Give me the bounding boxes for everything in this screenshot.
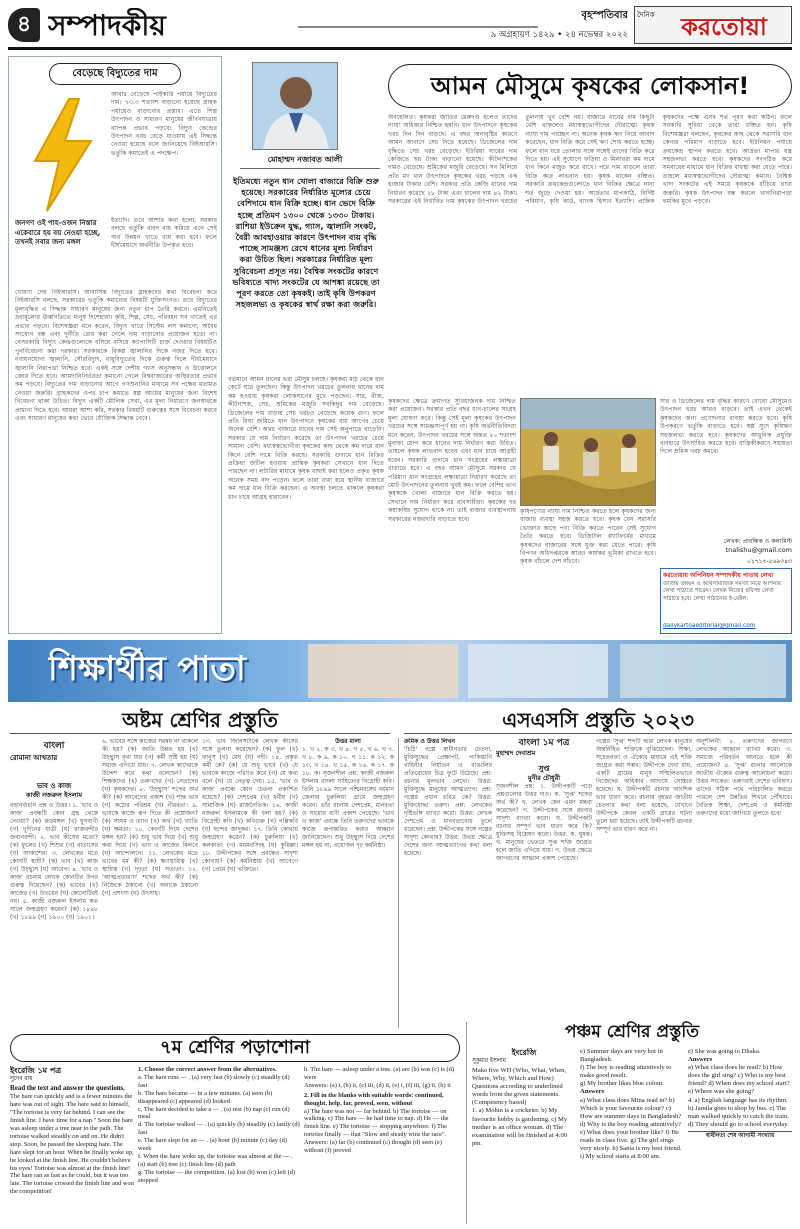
notice-body: জাতীয় উন্নয়ন ও আর্থসামাজিক সমস্যা নিয়ে আপনার লেখা পাঠাতে পারেন। লেখক নিজের ছবিসহ লেখা পাঠাতে হবে। লেখা পাঠানোর ই-মেইল: xyxy=(663,581,781,602)
electricity-body-text: ঘোষণা দেয় বিইআরসি। আবাসিক বিদ্যুতের গ্রাহকদের কথা বিবেচনা করে বিইআরসি বলছে, সরকারের ভর্তুকি কমানোর বিষয়টি যুক্তিসংগত। তবে বিদ্যুতের মূল্যবৃদ্ধির এ সিদ্ধান্ত সাধারণ মানুষের জন্য নতুন চাপ তৈরি করবে। এমনিতেই দ্রব্যমূল্যের ঊর্ধ্বগতিতে মানুষ দিশেহারা। কৃষি, শিল্প, সেচ, পরিবহন সব খাতেই এর প্রভাব পড়বে। বিশেষজ্ঞরা মনে করেন, বিদ্যুৎ খাতে সিস্টেম লস কমানো, অবৈধ সংযোগ বন্ধ এবং দুর্নীতি রোধ করা গেলে দাম বাড়ানোর প্রয়োজন হতো না। বেসরকারি বিদ্যুৎ কেন্দ্রগুলোকে বসিয়ে বসিয়ে ক্যাপাসিটি চার্জ দেওয়ার বিষয়টিও পুনর্বিবেচনা করা দরকার। সরকারকে বিকল্প জ্বালানির দিকে নজর দিতে হবে। নবায়নযোগ্য জ্বালানি, সৌরবিদ্যুৎ, বায়ুবিদ্যুতের দিকে গুরুত্ব দিলে দীর্ঘমেয়াদে জ্বালানি নিরাপত্তা নিশ্চিত হবে। একই সঙ্গে দেশীয় গ্যাস অনুসন্ধান ও উত্তোলনে জোর দিতে হবে। আমদানিনির্ভরতা কমানো গেলে বিশ্ববাজারের অস্থিরতার প্রভাব কম পড়বে। বিদ্যুতের দাম বাড়ানোর আগে গণশুনানির মাধ্যমে সব পক্ষের মতামত নেওয়া জরুরি। গ্রাহকদের ওপর চাপ কমাতে স্বল্প আয়ের মানুষের জন্য বিশেষ বিবেচনা থাকা উচিত। বিদ্যুৎ একটি মৌলিক সেবা, এর মূল্য নির্ধারণে জনস্বার্থকে প্রাধান্য দিতে হবে। আমরা আশা করি, সরকার বিষয়টি গুরুত্বের সঙ্গে বিবেচনা করবে এবং সাধারণ মানুষের কথা ভেবে যৌক্তিক সিদ্ধান্ত নেবে। xyxy=(15,289,217,423)
class8-subject: বাংলা xyxy=(43,741,65,750)
ssc-column-4: অনুশীলনী: ২. তরুণদের জাগরণে লেখকের আহ্বান ব্যাখ্যা করো। ৩. সমাজে পরিবর্তন আনতে হলে কী প্রয়োজন? ৪. 'সুপ্ত' রচনার আলোকে জাতীয় ঐক্যের গুরুত্ব আলোচনা করো। উত্তর সংকেত: তরুণরাই দেশের ভবিষ্যৎ। তাদের সঠিক পথে পরিচালিত করতে পারলে দেশ উন্নতির শিখরে পৌঁছাবে। নৈতিক শিক্ষা, দেশপ্রেম ও কর্মনিষ্ঠা তরুণদের মধ্যে জাগিয়ে তুলতে হবে। xyxy=(696,738,792,817)
contact-email[interactable]: tnalishu@gmail.com xyxy=(725,546,792,554)
author-name: মোহাম্মদ নজাবত আলী xyxy=(267,155,343,164)
class5-heading: পঞ্চম শ্রেণির প্রস্তুতি xyxy=(565,1022,699,1042)
electricity-quote: জনগণ ওই পাহ-ওজন নিস্তার একেবারে হয় বয় নেওয়া হচ্ছে, তখনই সবার জন্য মঙ্গল xyxy=(15,219,101,246)
contact-phone: ০১৭১৭-৫৬৯৩৪৩ xyxy=(746,558,792,565)
paper-logo-box xyxy=(634,6,792,44)
author-portrait-icon xyxy=(253,63,338,150)
harvest-scene-graphic xyxy=(521,399,656,506)
class8-poem: ভাব ও কাজ xyxy=(36,782,72,790)
class8-column-3: ১৩. ভাব জিনিসটাকে লেখক কীসের সঙ্গে তুলনা করেছেন? (ক) ফুল (খ) ফানুস (গ) মেঘ (ঘ) নদী। ১৪. প্রকৃত কর্মী কে? (ক) যে শুধু ভাবে (খ) যে ভাবকে কাজে পরিণত করে (গ) যে কথা বলে (ঘ) যে নেতৃত্ব দেয়। ১৫. 'ভাব ও কাজ' প্রবন্ধে কোন চেতনা প্রকাশিত হয়েছে? (ক) দেশপ্রেম (খ) ধর্মীয় (গ) সামাজিক (ঘ) রাজনৈতিক। ১৬. কাজী নজরুল ইসলামকে কী বলা হয়? (ক) বিদ্রোহী কবি (খ) কবিগুরু (গ) পল্লিকবি (ঘ) ছন্দের জাদুকর। ১৭. তিনি কোথায় জন্মগ্রহণ করেন? (ক) চুরুলিয়া (খ) কলকাতা (গ) ময়মনসিংহ (ঘ) কুমিল্লা। ১৮. উদ্দীপকের সঙ্গে প্রবন্ধের সাদৃশ্য কোথায়? (ক) কর্মনিষ্ঠায় (খ) আবেগে (গ) প্রেমে (ঘ) ভক্তিতে। xyxy=(202,738,298,873)
divider-main-v xyxy=(398,738,399,1028)
student-page-banner xyxy=(8,640,792,702)
class7-q1-more: h. The hare — asleep under a tree. (a) are (b) was (c) is (d) were xyxy=(304,1066,454,1081)
editorial-body-mid-left: কৃষকদের ক্ষেত্রে ক্রমাগত সুবিধাজনক দাম নিশ্চিত করা প্রয়োজন। সরকার প্রতি বছর ধান-চালের সংগ্রহ মূল্য ঘোষণা করে। কিন্তু সেই মূল্য কৃষকের উৎপাদন খরচের সঙ্গে সামঞ্জস্যপূর্ণ হয় না। কৃষি অর্থনীতিবিদরা মনে করেন, উৎপাদন খরচের সঙ্গে অন্তত ২০ শতাংশ মুনাফা যোগ করে ধানের দাম নির্ধারণ করা উচিত। তাহলে কৃষক লাভবান হবেন এবং ধান চাষে আগ্রহী হবেন। সরকারি গুদামে ধান সংগ্রহের লক্ষ্যমাত্রা বাড়াতে হবে। এ বছর আমন মৌসুমে সরকার যে পরিমাণ ধান সংগ্রহের লক্ষ্যমাত্রা নির্ধারণ করেছে তা মোট উৎপাদনের তুলনায় খুবই কম। ফলে বেশির ভাগ কৃষককে খোলা বাজারে ধান বিক্রি করতে হয়। সেখানে দাম নির্ধারণ করে ব্যবসায়ীরা। কৃষকের দর কষাকষির সুযোগ থাকে না। তাই বাজার ব্যবস্থাপনায় সরকারের নজরদারি বাড়াতে হবে। xyxy=(388,398,516,523)
ssc-subtopic: মুনীর চৌধুরী xyxy=(527,774,561,782)
editorial-headline: আমন মৌসুমে কৃষকের লোকসান! xyxy=(388,64,792,108)
notice-title: করতোয়ায় অপিনিয়ন সম্পাদকীয় পাতায় লেখা xyxy=(663,572,774,579)
editorial-body-top: অবহেলিত। কৃষকরা জাতির মেরুদণ্ড হলেও তাদের ন্যায্য অধিকার নিশ্চিত হয়নি। ধান উৎপাদনে কৃষকের খরচ দিন দিন বাড়ছে। এ বছর অনাবৃষ্টির কারণে আমন আবাদে সেচ দিতে হয়েছে। ডিজেলের দাম বৃদ্ধিতে সেচ খরচ বেড়েছে। ইউরিয়া সারের দাম কেজিতে ছয় টাকা বাড়ানো হয়েছে। কীটনাশকের দামও বেড়েছে। শ্রমিকের মজুরি বেড়েছে। সব মিলিয়ে প্রতি মণ ধান উৎপাদনে কৃষকের খরচ পড়ছে এক হাজার টাকার বেশি। সরকার প্রতি কেজি ধানের দাম নির্ধারণ করেছে ২৮ টাকা এবং চালের দাম ৪২ টাকা। সরকারের এই নির্ধারিত দাম কৃষকের উৎপাদন খরচের তুলনায় খুব বেশি নয়। বাজারে ধানের দাম কিছুটা বেশি থাকলেও মধ্যস্বত্বভোগীদের দৌরাত্ম্যে কৃষক ন্যায্য দাম পাচ্ছেন না। অনেক কৃষক ঋণ নিয়ে আবাদ করেছেন, ধান বিক্রি করে সেই ঋণ শোধ করতে হচ্ছে। ফলে ধান ঘরে তোলার সঙ্গে সঙ্গেই তাদের বিক্রি করে দিতে হয়। এই সুযোগে ফড়িয়া ও মিলাররা কম দামে ধান কিনে মজুত করে রাখে। পরে দাম বাড়লে তারা বিক্রি করে লাভবান হয়। কৃষক থাকেন বঞ্চিত। সরকারি ক্রয়কেন্দ্রগুলোতে ধান বিক্রির ক্ষেত্রে নানা শর্ত জুড়ে দেওয়া হয়। আর্দ্রতার মাপকাঠি, নির্দিষ্ট পরিমাণ, কৃষি কার্ড, ব্যাংক হিসাব ইত্যাদি। প্রান্তিক কৃষকদের পক্ষে এসব শর্ত পূরণ করা কঠিন। ফলে সরকারি সুবিধা থেকে তারা বঞ্চিত হন। কৃষি বিশেষজ্ঞরা বলছেন, কৃষকের কাছ থেকে সরাসরি ধান কেনার পরিমাণ বাড়াতে হবে। ইউনিয়ন পর্যায়ে ক্রয়কেন্দ্র স্থাপন করতে হবে। আর্দ্রতা মাপার যন্ত্র সহজলভ্য করতে হবে। কৃষকদের সংগঠিত করে সমবায়ের মাধ্যমে ধান বিক্রির ব্যবস্থা করা যেতে পারে। তাহলে মধ্যস্বত্বভোগীদের দৌরাত্ম্য কমবে। বৈশ্বিক খাদ্য সংকটের এই সময়ে কৃষককে বাঁচিয়ে রাখা জরুরি। কৃষক উৎপাদন বন্ধ করলে খাদ্যনিরাপত্তা হুমকির মুখে পড়বে। xyxy=(388,114,792,206)
banner-title: শিক্ষার্থীর পাতা xyxy=(48,649,246,689)
page-number: ৪ xyxy=(16,12,32,37)
class5-answers-label-2: Answers xyxy=(688,1056,713,1064)
header-weekday: বৃহস্পতিবার xyxy=(581,10,628,21)
class5-questions-a: 1. a) Mohin is a cricketer. b) My favourite hobby is gardening. c) My mother is an office woman. d) The examination will be finished at 4:00 pm. xyxy=(472,1107,568,1147)
class7-subject: ইংরেজি ১ম পত্র xyxy=(10,1066,62,1075)
class7-column-3 xyxy=(304,1066,460,1224)
ssc-topic: সুপ্ত xyxy=(538,764,550,773)
class7-q2-items: a) The hare was not — far behind. b) The tortoise — on walking. c) The hare — he had time to nap. d) He — the finish line. e) The tortoise — stopping anywhere. f) The tortoise finally — that "Slow and steady wins the race". Answers: (a) far (b) continued (c) thought (d) seen (e) without (f) proved xyxy=(304,1107,449,1155)
electricity-title: বেড়েছে বিদ্যুতের দাম xyxy=(49,63,181,85)
author-photo xyxy=(252,62,338,150)
lightning-bolt-graphic xyxy=(17,95,107,215)
divider-bottom-v xyxy=(466,1022,467,1224)
header-date: ৯ অগ্রহায়ণ ১৪২৯ • ২৪ নভেম্বর ২০২২ xyxy=(490,30,628,40)
ssc-column-3: গল্পের 'সুপ্ত' শব্দটি দ্বারা লেখক মানুষের অন্তর্নিহিত শক্তিকে বুঝিয়েছেন। শিক্ষা, সচেতনতা ও ঐক্যের মাধ্যমে এই শক্তি জাগ্রত করা সম্ভব। উদ্দীপকে দেখা যায়, একটি গ্রামের মানুষ সম্মিলিতভাবে নিজেদের অধিকার আদায়ে সোচ্চার হয়েছে। ঘ. উদ্দীপকটি রচনার আংশিক ভাব ধারণ করে। রচনায় বৃহত্তর জাতীয় চেতনার কথা বলা হয়েছে, যেখানে উদ্দীপকে কেবল একটি গ্রামের ঘটনা তুলে ধরা হয়েছে। তাই উদ্দীপকটি রচনার সম্পূর্ণ ভাব ধারণ করে না। xyxy=(596,738,692,833)
notice-box xyxy=(660,568,792,634)
class8-column-2: ৬. ভাবের সঙ্গে কাজের সমন্বয় না থাকলে কী হয়? (ক) জাতি উন্নত হয় (খ) উচ্ছ্বাস বৃথা যায় (গ) কর্মী সৃষ্টি হয় (ঘ) সমাজ এগিয়ে যায়। ৭. লেখক কাদেরকে উদ্দেশ করে কথা বলেছেন? (ক) শিক্ষকদের (খ) তরুণদের (গ) নেতাদের (ঘ) কৃষকদের। ৮. 'উচ্ছ্বাস' শব্দের অর্থ কী? (ক) আবেগের প্রকাশ (খ) শান্ত ভাব (গ) কঠোর পরিশ্রম (ঘ) নীরবতা। ৯. ভাবকে কাজে রূপ দিতে কী প্রয়োজন? (ক) সংযম ও ত্যাগ (খ) অর্থ (গ) খ্যাতি (ঘ) ক্ষমতা। ১০. কোনটি দিয়ে দেশের মঙ্গল হয়? (ক) শুধু ভাব দিয়ে (খ) শুধু কথা দিয়ে (গ) ভাব ও কাজের মিলনে (ঘ) আন্দোলনে। ১১. লেখকের মতে ভাবের ধর্ম কী? (ক) ক্ষণস্থায়িত্ব (খ) স্থায়িত্ব (গ) দৃঢ়তা (ঘ) সত্যতা। ১২. 'আত্মপ্রতারণা' শব্দের অর্থ কী? (ক) নিজেকে ঠকানো (খ) অন্যকে ঠকানো (গ) প্রশংসা (ঘ) উৎসাহ। xyxy=(102,738,198,897)
section-name: সম্পাদকীয় xyxy=(48,9,166,42)
class5-teacher: সুকুমার ইসলাম xyxy=(472,1058,506,1064)
class5-footer-note: স্বাধীনতা শেষ আগামী সংখ্যায় xyxy=(688,1131,792,1140)
class8-mcq-1: বহুনির্বাচনি প্রশ্ন ও উত্তর। ১. 'ভাব ও কাজ' প্রবন্ধটি কোন গ্রন্থ থেকে নেওয়া? (ক) রুদ্রমঙ্গল (খ) যুগবাণী (গ) দুর্দিনের যাত্রী (ঘ) রাজবন্দীর জবানবন্দী। ২. ভাব কীসের মতো? (ক) ফুলের (খ) শিশুর (গ) বাতাসের (ঘ) আকাশের। ৩. লেখকের মতে কোনটি স্থায়ী? (ক) ভাব (খ) কাজ (গ) উচ্ছ্বাস (ঘ) আবেগ। ৪. 'ভাব ও কাজ' রচনায় লেখক কোনটির উপর গুরুত্ব দিয়েছেন? (ক) ভাবের (খ) কাজের (গ) উভয়ের (ঘ) কোনোটিরই নয়। ৫. কাজী নজরুল ইসলাম কত সালে জন্মগ্রহণ করেন? (ক) ১৮৯৮ (খ) ১৮৯৯ (গ) ১৯০০ (ঘ) ১৯০১। xyxy=(10,802,98,921)
class7-paragraph: The hare can quickly and is a fewer minutes the hare was out of sight. The hare said to himself, "The tortoise is very far behind. I can see the finish line. I have time for a nap." Soon the hare was asleep under a tree near to the path. The tortoise walked steadily on and on. He didn't stop. Soon, he passed the sleeping hare. The hare slept for an hour. When he finally woke up, he looked at the finish line. He couldn't believe his eyes! Tortoise was almost at the finish line! The hare ran as fast as he could, but it was too late. The tortoise crossed the finish line and won the competition! xyxy=(10,1093,134,1196)
banner-photo-2 xyxy=(468,644,608,698)
ssc-subject: বাংলা ১ম পত্র xyxy=(518,738,570,748)
class7-instr: Read the text and answer the questions. xyxy=(10,1085,125,1092)
class7-q2: 2. Fill in the blanks with suitable words: continued, thought, help, far, proved, seen, without xyxy=(304,1091,444,1107)
class7-column-1 xyxy=(10,1066,134,1224)
banner-photo-1 xyxy=(308,644,458,698)
editorial-contact xyxy=(660,536,792,566)
ssc-teacher: মুহাম্মদ দেবাশ্রম xyxy=(496,749,536,757)
class8-column-4: উত্তর মালা ১. খ ২. ক ৩. খ ৪. গ ৫. খ ৬. খ ৭. খ ৮. ক ৯. ক ১০. গ ১১. ক ১২. ক ১৩. খ ১৪. খ ১৫. ক ১৬. ক ১৭. ক ১৮. ক। সৃজনশীল প্রশ্ন: কাজী নজরুল ইসলাম বাংলা সাহিত্যের বিদ্রোহী কবি। তিনি ১৮৯৯ সালে পশ্চিমবঙ্গের বর্ধমান জেলার চুরুলিয়া গ্রামে জন্মগ্রহণ করেন। তাঁর রচনায় দেশপ্রেম, মানবতা ও সাম্যের বাণী প্রকাশ পেয়েছে। 'ভাব ও কাজ' প্রবন্ধে তিনি তরুণদের ভাবকে কাজে রূপান্তরিত করার আহ্বান জানিয়েছেন। শুধু উচ্ছ্বাস দিয়ে দেশের মঙ্গল হয় না, প্রয়োজন দৃঢ় কর্মনিষ্ঠা। xyxy=(302,738,394,849)
class7-q1-items: a. The hare runs — . (a) very fast (b) slowly (c) steadily (d) fast b. The hare became — in a few minutes. (a) seen (b) disappeared (c) appeared (d) looked c. The hare decided to take a — . (a) rest (b) nap (c) run (d) meal d. The tortoise walked — . (a) quickly (b) steadily (c) lazily (d) fast e. The hare slept for an — . (a) hour (b) minute (c) day (d) week f. When the hare woke up, the tortoise was almost at the — . (a) start (b) tree (c) finish line (d) path g. The tortoise — the competition. (a) lost (b) won (c) left (d) stopped xyxy=(138,1073,300,1184)
page-header xyxy=(8,6,792,50)
ssc-column-2 xyxy=(496,738,592,1014)
electricity-side-text: ইত্যাদি। তবে আশার কথা হলো, সরকার বলছে ভর্তুকি বাবদ ব্যয় কমিয়ে এনে সেই অর্থ উন্নয়ন খাতে ব্যয় করা হবে। ফলে দীর্ঘমেয়াদে অর্থনীতি উপকৃত হবে। xyxy=(111,217,217,250)
ssc-heading: এসএসসি প্রস্তুতি ২০২৩ xyxy=(404,706,792,734)
class8-answers-label: উত্তর মালা xyxy=(335,738,361,745)
class5-answers-label-1: Answers xyxy=(580,1088,605,1096)
class5-column-3: e) She was going to Dhaka. Answers a) What class does he read? b) How does the girl sing? c) Who is my best friend? d) When does my school start? e) Where was she going? 4. a) English language has its rhythm. b) Jamila goes to shop by bus. c) The man walked quickly to catch the train. d) They should go to school everyday. স্বাধীনতা শেষ আগামী সংখ্যায় xyxy=(688,1048,792,1224)
rice-harvest-photo xyxy=(520,398,656,506)
ssc-column-1: ক্রমিক ও উত্তর লিখন 'চিঠি' গল্পে স্বাধীনতার চেতনা, মুক্তিযুদ্ধের প্রেক্ষাপট, পাকিস্তানি বাহিনীর নির্যাতন ও বাঙালির প্রতিরোধের চিত্র ফুটে উঠেছে। প্রশ্ন: রচনার মূলভাব লেখো। উত্তর: মুক্তিযুদ্ধে মানুষের আত্মত্যাগ। প্রশ্ন: গল্পের প্রধান চরিত্র কে? উত্তর: মুক্তিযোদ্ধা তরুণ। প্রশ্ন: লেখকের দৃষ্টিভঙ্গি ব্যাখ্যা করো। উত্তর: লেখক দেশপ্রেম ও মানবতাবোধ তুলে ধরেছেন। প্রশ্ন: উদ্দীপকের সঙ্গে গল্পের সাদৃশ্য কোথায়? উত্তর: উভয় ক্ষেত্রে দেশের জন্য আত্মত্যাগের কথা বলা হয়েছে। xyxy=(404,738,492,857)
class5-subject: ইংরেজি xyxy=(511,1048,537,1057)
author-name-rule xyxy=(240,168,380,169)
editorial-body-bottom: কৃষিপণ্যের ন্যায্য দাম নিশ্চিত করতে হলে কৃষকদের জন্য বাজার ব্যবস্থা সহজ করতে হবে। কৃষক যেন সরাসরি ভোক্তার কাছে পণ্য বিক্রি করতে পারেন সেই সুযোগ তৈরি করতে হবে। ডিজিটাল প্ল্যাটফর্মের মাধ্যমে কৃষকদের বাজারের সঙ্গে যুক্ত করা যেতে পারে। কৃষি বিপণন অধিদপ্তরকে আরও কার্যকর ভূমিকা রাখতে হবে। কৃষক বাঁচলে দেশ বাঁচবে। xyxy=(520,508,656,566)
paper-tag: দৈনিক xyxy=(637,11,655,19)
contact-writer: লেখক: প্রাবন্ধিক ও কলামিস্ট xyxy=(723,538,792,545)
electricity-intro-text: আবার বেড়েছে পাইকারি পর্যায়ে বিদ্যুতের দাম। ৭৩.৩ শতাংশ বাড়ানো হয়েছে গ্রাহক পর্যায়েও বাড়ানোর প্রস্তাব। এতে শিল্প উৎপাদন ও সাধারণ মানুষের জীবনযাত্রায় ব্যাপক প্রভাব পড়বে। বিদ্যুৎ কেন্দ্রের উৎপাদন খরচ বেড়ে যাওয়ায় এই সিদ্ধান্ত নেওয়া হয়েছে বলে জানিয়েছে বিইআরসি। ভর্তুকি কমাতেই এ পদক্ষেপ। xyxy=(111,91,217,157)
class8-teacher: রোমানা আখতার xyxy=(10,754,58,762)
class5-instructions: Make five WH (Who, What, When, Where, Why, Which and How) Questions according to underlined words from the given statements. (Competency based) xyxy=(472,1067,567,1107)
electricity-article xyxy=(8,56,222,634)
class7-q1: 1. Choose the correct answer from the alternatives. xyxy=(138,1066,277,1073)
page-number-badge xyxy=(8,8,40,42)
class5-column-1 xyxy=(472,1048,576,1224)
lightning-icon xyxy=(17,95,107,215)
notice-email[interactable]: dailykartoaeditorial@gmail.com xyxy=(663,623,756,629)
editorial-lead: ইতিমধ্যে নতুন ধান খোলা বাজারে বিক্রি শুরু হয়েছে। সরকারের নির্ধারিত মূল্যের চেয়ে বেশিদামে ধান বিক্রি হচ্ছে। ধান ভেদে বিক্রি হচ্ছে প্রতিমণ ১৩০০ থেকে ১৩৩০ টাকায়। রাশিয়া ইউক্রেন যুদ্ধ, গ্যাস, জ্বালানি সংকট, বৈরী আবহাওয়ার কারণে উৎপাদন ব্যয় বৃদ্ধি পাচ্ছে সামঞ্জস্য রেখে ধানের মূল্য নির্ধারণ করা উচিত ছিল। সরকারের নির্ধারিত মূল্য সুবিবেচনা প্রসূত নয়। বৈশ্বিক সংকটের কারণে ভবিষ্যতে খাদ্য সংকটের যে আশঙ্কা রয়েছে তা পূরণ করতে তো কৃষকই। তাই কৃষি উপকরণ সহজলভ্য ও কৃষকের স্বার্থ রক্ষা করা জরুরি। xyxy=(232,176,380,310)
paper-name: করতোয়া xyxy=(681,13,767,41)
class5-column-2: e) Summer days are very hot in Bangladesh. f) The boy is reading attentively to make good result. g) My brother likes blue colour. Answers a) What class does Mina read in? b) Which is your favourite colour? c) How are summer days in Bangladesh? d) Why is the boy reading attentively? e) What does your brother like? f) He reads in class five. g) The girl sings very nicely. h) Sania is my best friend. i) My school starts at 8:00 am. xyxy=(580,1048,682,1161)
class8-column-1 xyxy=(10,738,98,1028)
class8-poet: কাজী নজরুল ইসলাম xyxy=(25,791,83,799)
banner-photo-3 xyxy=(620,644,786,698)
class8-heading: অষ্টম শ্রেণির প্রস্তুতি xyxy=(10,706,390,734)
ssc-col2-text: সৃজনশীল প্রশ্ন: ১. উদ্দীপকটি পড়ে প্রশ্নগুলোর উত্তর দাও। ক. 'সুপ্ত' শব্দের অর্থ কী? খ. লেখক কেন এমন মন্তব্য করেছেন? গ. উদ্দীপকের সঙ্গে রচনার সাদৃশ্য ব্যাখ্যা করো। ঘ. উদ্দীপকটি রচনার সম্পূর্ণ ভাব ধারণ করে কি? যুক্তিসহ বিশ্লেষণ করো। উত্তর: ক. ঘুমন্ত। খ. মানুষের ভেতরে সুপ্ত শক্তি জাগ্রত হলে জাতি এগিয়ে যায়। গ. উভয় ক্ষেত্রে জাগরণের আহ্বান প্রকাশ পেয়েছে। xyxy=(496,783,592,862)
editorial-col1-bottom: বর্তমানে আমন ধানের ভরা মৌসুম চলছে। কৃষকরা মাঠ থেকে ধান কেটে ঘরে তুলছেন। কিন্তু উৎপাদন খরচের তুলনায় ধানের দাম কম হওয়ায় কৃষকরা লোকসানের মুখে পড়ছেন। সার, বীজ, কীটনাশক, সেচ, শ্রমিকের মজুরি সবকিছুর দাম বেড়েছে। ডিজেলের দাম বাড়ায় সেচ খরচও বেড়েছে কয়েক গুণ। ফলে প্রতি বিঘা জমিতে ধান উৎপাদনে কৃষকের ব্যয় আগের চেয়ে অনেক বেশি। অথচ বাজারে ধানের দাম সেই অনুপাতে বাড়েনি। সরকার যে দাম নির্ধারণ করেছে তা উৎপাদন খরচের চেয়ে সামান্য বেশি। মধ্যস্বত্বভোগীরা কৃষকের কাছ থেকে কম দামে ধান কিনে বেশি দামে বিক্রি করছে। সরকারি গুদামে ধান বিক্রির প্রক্রিয়া জটিল হওয়ায় প্রান্তিক কৃষকরা সেখানে ধান দিতে পারছেন না। লটারির মাধ্যমে কৃষক বাছাই করা হলেও প্রকৃত কৃষক অনেক সময় বাদ পড়েন। ফলে তারা বাধ্য হয়ে স্থানীয় বাজারে কম দামে ধান বিক্রি করছেন। এ অবস্থা চলতে থাকলে কৃষকরা ধান চাষে আগ্রহ হারাবেন। xyxy=(228,376,384,501)
class7-teacher: সুদেব রায় xyxy=(10,1076,33,1082)
class7-column-2 xyxy=(138,1066,300,1224)
class7-heading: ৭ম শ্রেণির পড়াশোনা xyxy=(10,1034,460,1062)
class7-answers-1: Answers: (a) i, (b) ii, (c) iii, (d) ii, (e) i, (f) iii, (g) ii, (h) ii xyxy=(304,1081,451,1089)
editorial-body-mid-right: সার ও ডিজেলের দাম বৃদ্ধির কারণে বোরো মৌসুমেও উৎপাদন খরচ আরও বাড়বে। তাই এখন থেকেই কৃষকদের জন্য প্রণোদনার ব্যবস্থা করতে হবে। কৃষি উপকরণে ভর্তুকি বাড়াতে হবে। স্বল্প সুদে কৃষিঋণ সহজলভ্য করতে হবে। কৃষকদের আধুনিক প্রযুক্তি ব্যবহারে উৎসাহিত করতে হবে। যান্ত্রিকীকরণে সহায়তা দিলে শ্রমিক খরচ কমবে। xyxy=(660,398,792,456)
ssc-subject-label: ক্রমিক ও উত্তর লিখন xyxy=(404,738,455,745)
